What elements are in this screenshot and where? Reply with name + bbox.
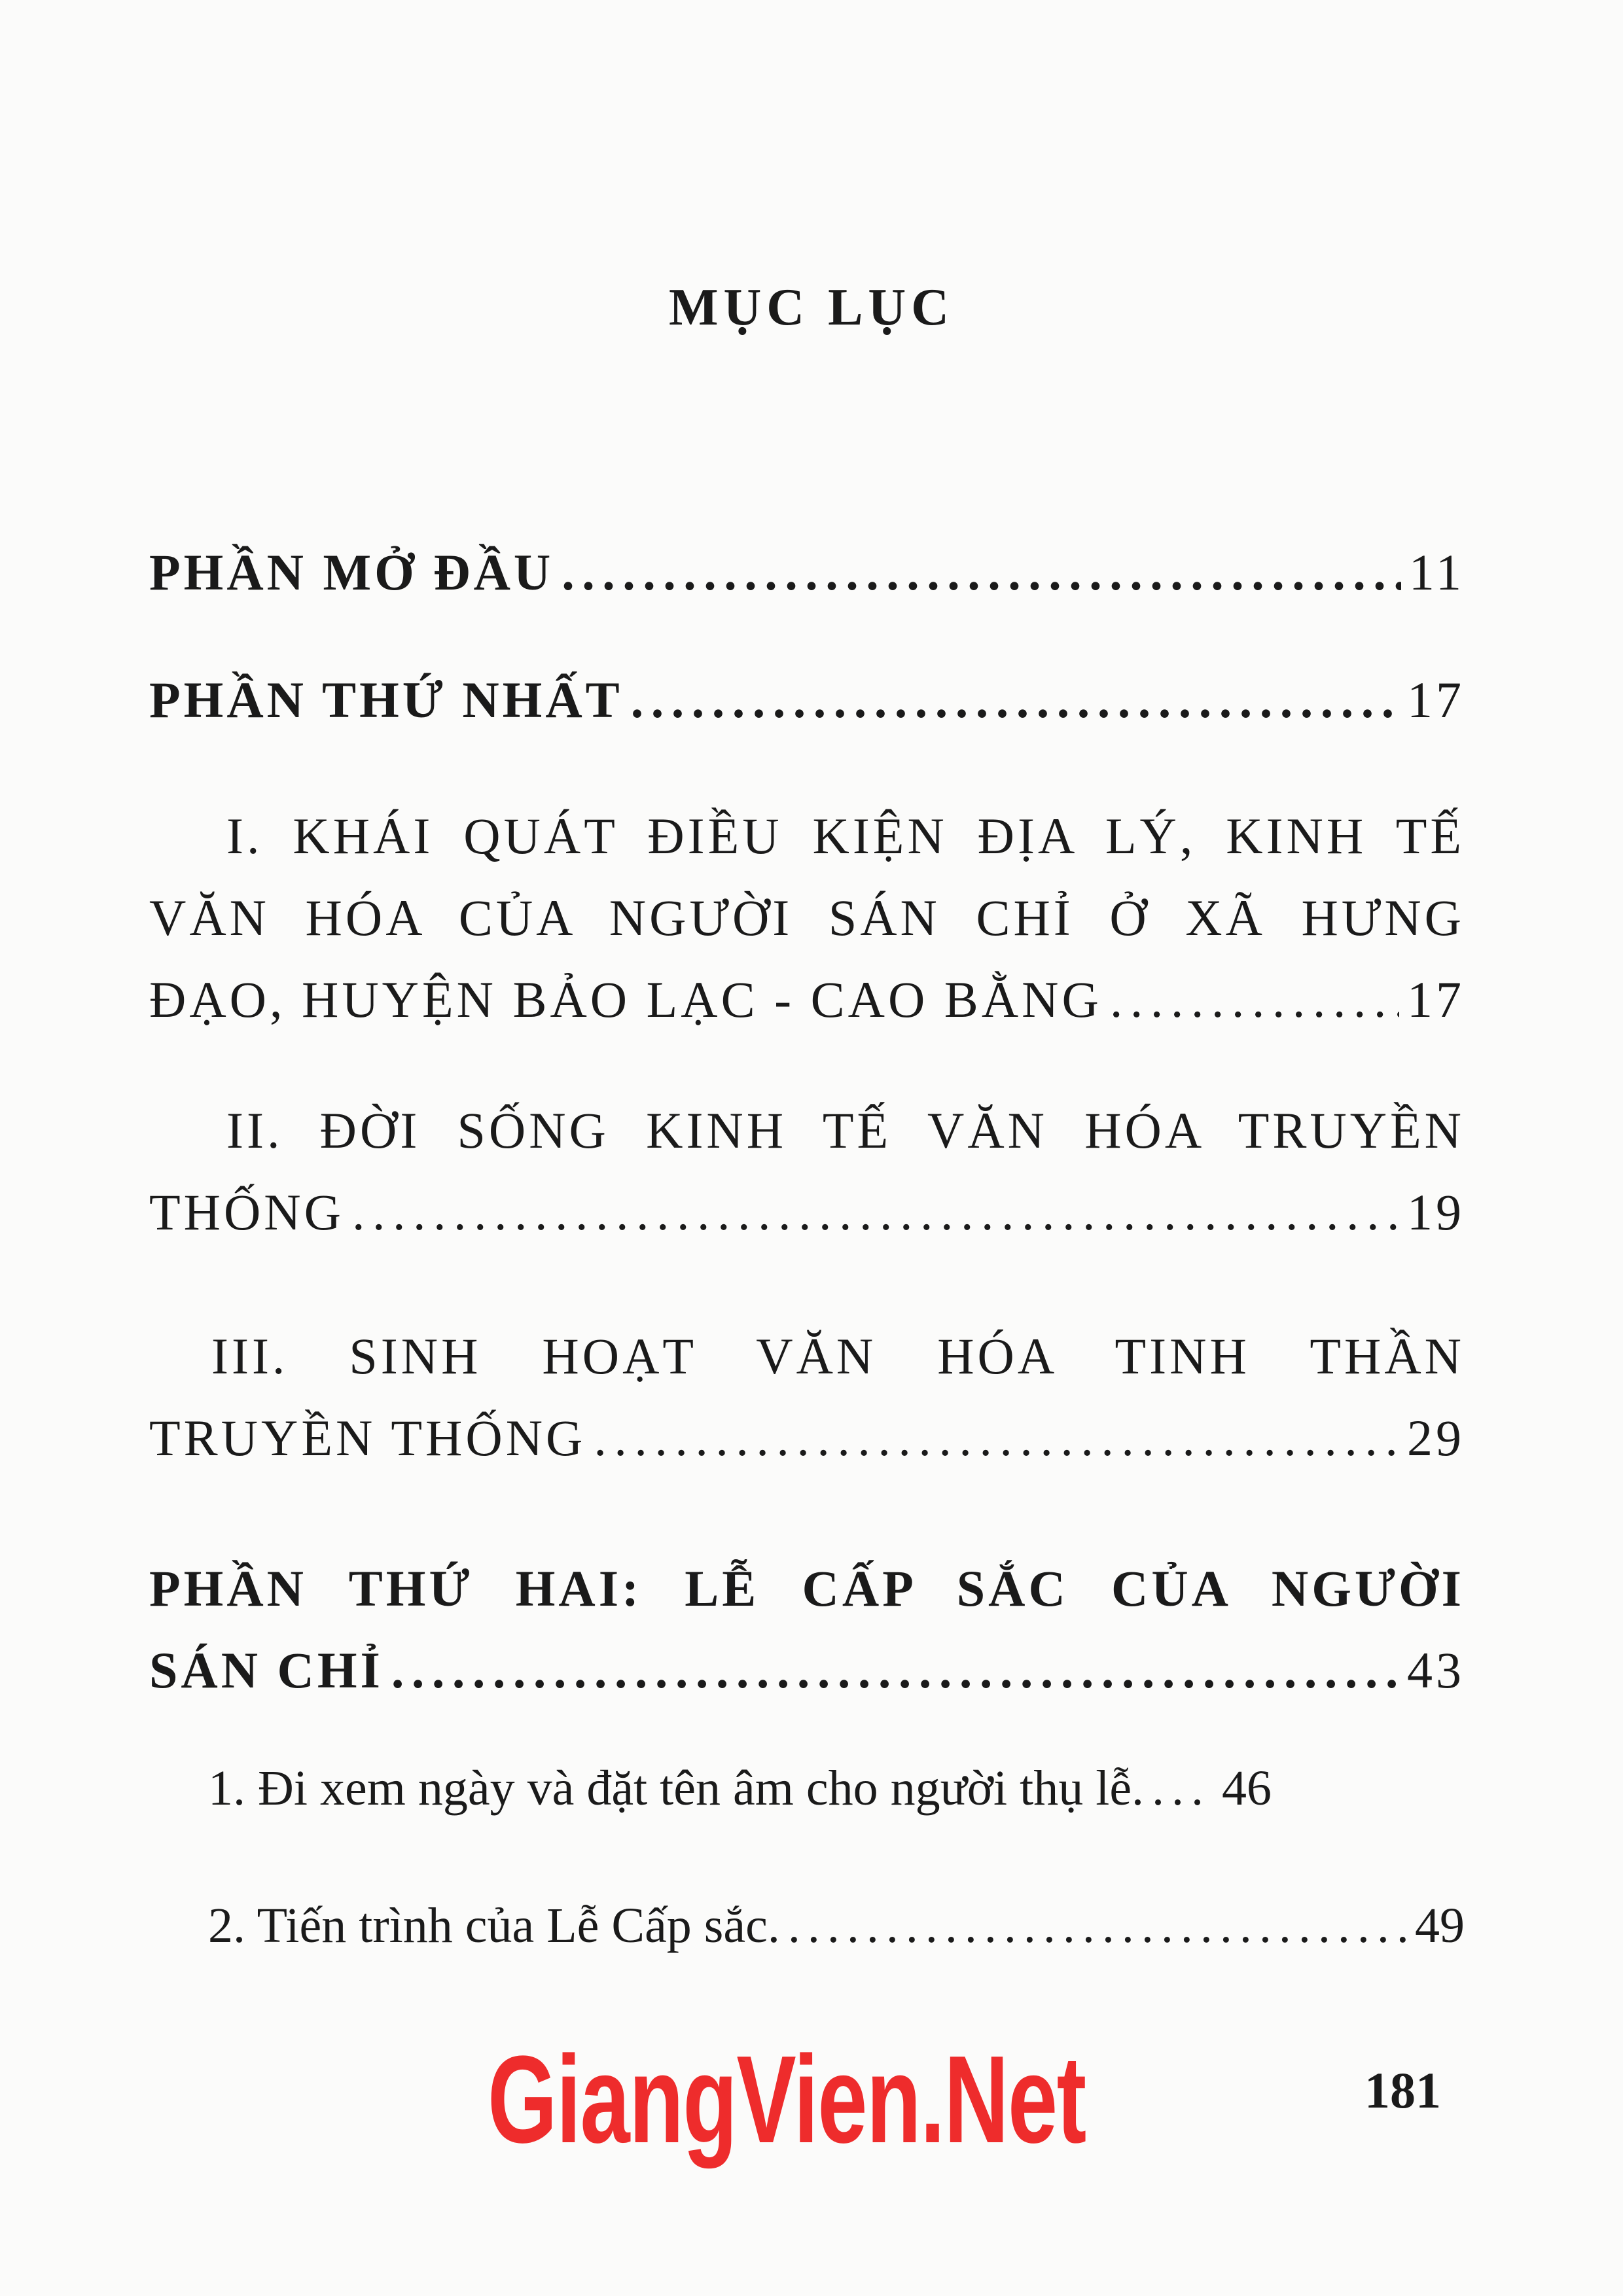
toc-entry-section-i bbox=[149, 795, 1465, 1040]
toc-entry-title-line: ĐẠO, HUYỆN BẢO LẠC - CAO BẰNG bbox=[149, 971, 1102, 1028]
dot-leader bbox=[352, 1171, 1399, 1253]
dot-leader bbox=[1110, 959, 1399, 1040]
toc-entry-title: 1. Đi xem ngày và đặt tên âm cho người thụ lễ. bbox=[208, 1761, 1145, 1816]
dot-leader bbox=[788, 1898, 1407, 1954]
toc-entry-page: 17 bbox=[1407, 971, 1465, 1028]
watermark-logo: GiangVien.Net bbox=[488, 2030, 1086, 2169]
toc-entry-page: 19 bbox=[1407, 1184, 1465, 1241]
toc-entry-page: 29 bbox=[1407, 1409, 1465, 1466]
toc-entry-title: 2. Tiến trình của Lễ Cấp sắc. bbox=[208, 1898, 780, 1953]
toc-entry-introduction bbox=[149, 543, 1465, 602]
dot-leader bbox=[391, 1629, 1399, 1711]
toc-entry-item-2 bbox=[149, 1898, 1465, 1954]
toc-entry-section-ii bbox=[149, 1089, 1465, 1253]
dot-leader bbox=[562, 543, 1401, 602]
toc-entry-page: 11 bbox=[1408, 544, 1465, 601]
toc-entry-title-line: SÁN CHỈ bbox=[149, 1642, 383, 1699]
toc-entry-title: PHẦN MỞ ĐẦU bbox=[149, 544, 554, 601]
dot-leader bbox=[1152, 1760, 1214, 1817]
toc-entry-page: 46 bbox=[1222, 1761, 1272, 1816]
page-title: MỤC LỤC bbox=[669, 279, 954, 336]
toc-entry-section-iii bbox=[149, 1315, 1465, 1479]
toc-entry-title-line: VĂN HÓA CỦA NGƯỜI SÁN CHỈ Ở XÃ HƯNG bbox=[149, 889, 1465, 946]
toc-entry-title: PHẦN THỨ NHẤT bbox=[149, 671, 623, 728]
toc-entry-title-line: II. ĐỜI SỐNG KINH TẾ VĂN HÓA TRUYỀN bbox=[226, 1102, 1465, 1159]
toc-entry-title-line: I. KHÁI QUÁT ĐIỀU KIỆN ĐỊA LÝ, KINH TẾ bbox=[226, 807, 1465, 864]
toc-entry-page: 17 bbox=[1407, 671, 1465, 728]
toc-entry-title-line: THỐNG bbox=[149, 1184, 344, 1241]
dot-leader bbox=[631, 671, 1399, 730]
toc-entry-title-line: TRUYỀN THỐNG bbox=[149, 1409, 586, 1466]
toc-entry-page: 43 bbox=[1407, 1642, 1465, 1699]
toc-entry-title-line: PHẦN THỨ HAI: LỄ CẤP SẮC CỦA NGƯỜI bbox=[149, 1560, 1465, 1617]
toc-entry-page: 49 bbox=[1415, 1898, 1465, 1953]
toc-entry-part-one bbox=[149, 671, 1465, 730]
toc-entry-title-line: III. SINH HOẠT VĂN HÓA TINH THẦN bbox=[211, 1328, 1465, 1385]
dot-leader bbox=[594, 1397, 1399, 1479]
toc-entry-item-1 bbox=[149, 1760, 1465, 1817]
page-number: 181 bbox=[1364, 2062, 1441, 2119]
toc-entry-part-two bbox=[149, 1547, 1465, 1711]
